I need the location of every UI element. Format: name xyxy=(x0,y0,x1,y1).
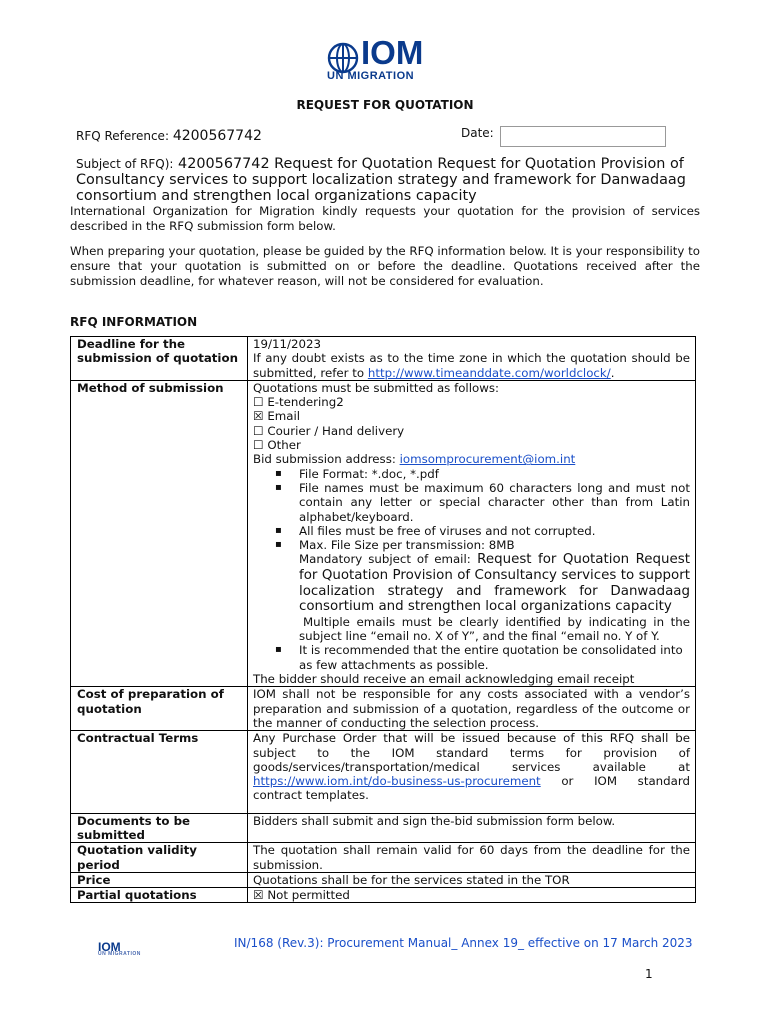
list-item: ▪ Max. File Size per transmission: 8MB xyxy=(299,538,690,552)
deadline-note: If any doubt exists as to the time zone in which the quotation should be submitted, refer to xyxy=(253,351,690,380)
footer-logo-name: IOM xyxy=(98,940,121,954)
procurement-link[interactable]: https://www.iom.int/do-business-us-procurement xyxy=(253,774,541,789)
list-item: ▪ File Format: *.doc, *.pdf xyxy=(299,467,690,481)
iom-logo xyxy=(327,34,447,86)
deadline-label: Deadline for the submission of quotation xyxy=(71,337,248,381)
validity-label: Quotation validity period xyxy=(71,843,248,873)
deadline-date: 19/11/2023 xyxy=(253,337,321,351)
requirements-list xyxy=(253,467,690,553)
table-row xyxy=(71,687,696,731)
documents-value: Bidders shall submit and sign the-bid submission form below. xyxy=(248,813,696,843)
rfq-reference-label: RFQ Reference xyxy=(76,129,165,143)
table-row xyxy=(71,813,696,843)
mandatory-subject xyxy=(253,552,690,614)
method-intro: Quotations must be submitted as follows: xyxy=(253,380,499,395)
date-label: Date: xyxy=(461,126,494,140)
mandatory-subject-label: Mandatory subject of email: xyxy=(299,552,471,567)
rfq-reference-colon: : xyxy=(164,129,169,143)
subject-of-rfq xyxy=(76,156,696,204)
method-label: Method of submission xyxy=(71,380,248,686)
option-e-tendering[interactable]: ☐ E-tendering2 xyxy=(253,395,344,410)
time-zone-link[interactable]: http://www.timeanddate.com/worldclock/ xyxy=(367,365,611,380)
list-item: ▪ File names must be maximum 60 characters long and must not contain any letter or special character other than from Latin alphabet/keyboard. xyxy=(299,481,690,524)
rfq-reference xyxy=(76,128,262,144)
rfq-information-heading: RFQ INFORMATION xyxy=(70,315,198,329)
guidance-paragraph: When preparing your quotation, please be guided by the RFQ information below. It is your responsibility to ensure that your quotation is submitted on or before the deadline. Quotations received after the submission deadline, for whatever reason, will not be considered for evaluation. xyxy=(70,244,700,288)
address-label: Bid submission address: xyxy=(253,452,396,467)
footer-text: IN/168 (Rev.3): Procurement Manual_ Annex 19_ effective on 17 March 2023 xyxy=(234,936,693,950)
footer-logo-tagline: UN MIGRATION xyxy=(98,951,141,957)
table-row xyxy=(71,888,696,903)
table-row xyxy=(71,843,696,873)
price-label: Price xyxy=(71,872,248,887)
deadline-value xyxy=(248,337,696,381)
method-value xyxy=(248,380,696,686)
cost-label: Cost of preparation of quotation xyxy=(71,687,248,731)
subject-text: 4200567742 Request for Quotation Request for Quotation Provision of Consultancy services to support localization strategy and framework for Danwadaag consortium and strengthen local organizations capacity xyxy=(76,156,686,204)
terms-value xyxy=(248,731,696,813)
recommendation-list xyxy=(253,643,690,672)
acknowledgement-note: The bidder should receive an email acknowledging email receipt xyxy=(253,672,635,687)
option-email[interactable]: ☒ Email xyxy=(253,409,301,424)
deadline-period: . xyxy=(610,365,615,380)
multiple-emails-note: Multiple emails must be clearly identified by indicating in the subject line “email no. X of Y”, and the final “email no. Y of Y. xyxy=(299,614,690,644)
partial-value[interactable]: ☒ Not permitted xyxy=(248,888,696,903)
terms-text: Any Purchase Order that will be issued because of this RFQ shall be subject to the IOM standard terms for provision of goods/services/transportation/medical services available at xyxy=(253,731,690,774)
rfq-information-table xyxy=(70,336,696,903)
subject-label: Subject of RFQ): xyxy=(76,157,174,171)
list-item: ▪ It is recommended that the entire quotation be consolidated into as few attachments as possible. xyxy=(299,643,690,672)
terms-text-end: or IOM standard contract templates. xyxy=(253,774,690,803)
price-value: Quotations shall be for the services stated in the TOR xyxy=(248,872,696,887)
rfq-reference-number: 4200567742 xyxy=(172,128,262,144)
page-number: 1 xyxy=(645,967,653,981)
table-row xyxy=(71,380,696,686)
table-row xyxy=(71,872,696,887)
list-item: ▪ All files must be free of viruses and not corrupted. xyxy=(299,524,690,538)
table-row xyxy=(71,337,696,381)
option-courier[interactable]: ☐ Courier / Hand delivery xyxy=(253,423,405,438)
option-other[interactable]: ☐ Other xyxy=(253,438,301,453)
documents-label: Documents to be submitted xyxy=(71,813,248,843)
intro-paragraph: International Organization for Migration kindly requests your quotation for the provision of services described in the RFQ submission form below. xyxy=(70,204,700,233)
partial-label: Partial quotations xyxy=(71,888,248,903)
page-title: REQUEST FOR QUOTATION xyxy=(296,98,474,112)
date-field[interactable] xyxy=(500,126,666,147)
footer-logo xyxy=(98,940,141,957)
table-row xyxy=(71,731,696,813)
terms-label: Contractual Terms xyxy=(71,731,248,813)
mandatory-subject-text: Request for Quotation Request for Quotation Provision of Consultancy services to support localization strategy and framework for Danwadaag consortium and strengthen local organizations capacity xyxy=(299,552,690,615)
cost-value: IOM shall not be responsible for any costs associated with a vendor’s preparation and submission of a quotation, regardless of the outcome or the manner of conducting the selection process. xyxy=(248,687,696,731)
submission-email-link[interactable]: iomsomprocurement@iom.int xyxy=(399,452,576,467)
logo-tagline: UN MIGRATION xyxy=(327,70,415,82)
logo-name: IOM xyxy=(361,34,424,71)
validity-value: The quotation shall remain valid for 60 days from the deadline for the submission. xyxy=(248,843,696,873)
